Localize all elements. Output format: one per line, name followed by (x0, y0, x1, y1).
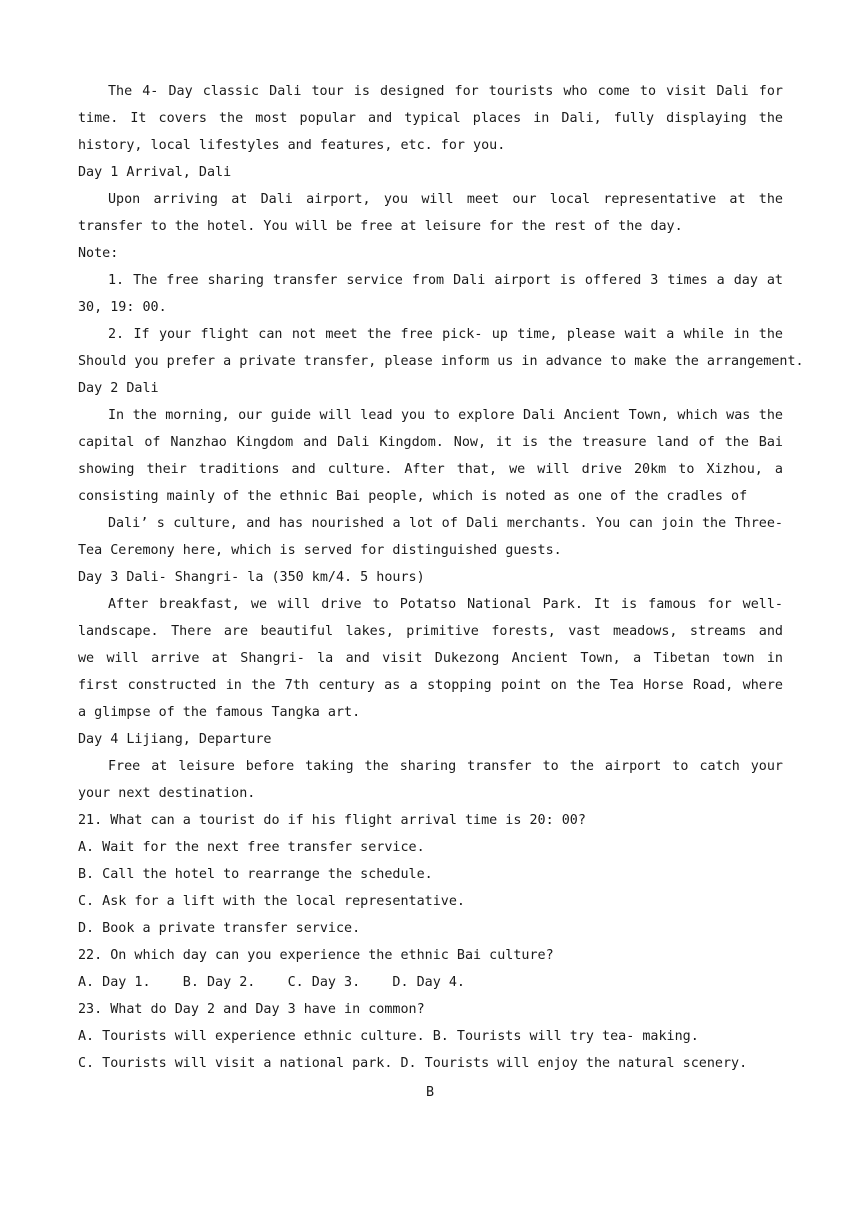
note-item1-line-1: 1. The free sharing transfer service from Dali airport is offered 3 times a day at (108, 273, 783, 288)
day2-line-1: In the morning, our guide will lead you to explore Dali Ancient Town, which was the (108, 408, 783, 423)
day4-heading: Day 4 Lijiang, Departure (78, 732, 272, 747)
question-23-options-cd: C. Tourists will visit a national park. D. Tourists will enjoy the natural scenery. (78, 1056, 748, 1071)
intro-line-1: The 4- Day classic Dali tour is designed for tourists who come to visit Dali for (108, 84, 783, 99)
intro-line-3: history, local lifestyles and features, etc. for you. (78, 138, 506, 153)
day3-line-3: we will arrive at Shangri- la and visit Dukezong Ancient Town, a Tibetan town in (78, 651, 783, 666)
day3-line-1: After breakfast, we will drive to Potatso National Park. It is famous for well- (108, 597, 783, 612)
day3-line-5: a glimpse of the famous Tangka art. (78, 705, 361, 720)
question-23-stem: 23. What do Day 2 and Day 3 have in common? (78, 1002, 425, 1017)
day1-heading: Day 1 Arrival, Dali (78, 165, 232, 180)
section-letter: B (425, 1085, 435, 1100)
day2-line-3: showing their traditions and culture. After that, we will drive 20km to Xizhou, a (78, 462, 783, 477)
day2-heading: Day 2 Dali (78, 381, 159, 396)
day1-line-2: transfer to the hotel. You will be free at leisure for the rest of the day. (78, 219, 683, 234)
day2-line-2: capital of Nanzhao Kingdom and Dali Kingdom. Now, it is the treasure land of the Bai (78, 435, 783, 450)
day3-heading: Day 3 Dali- Shangri- la (350 km/4. 5 hours) (78, 570, 425, 585)
question-21-option-d: D. Book a private transfer service. (78, 921, 361, 936)
question-21-option-b: B. Call the hotel to rearrange the schedule. (78, 867, 433, 882)
question-21-option-a: A. Wait for the next free transfer service. (78, 840, 425, 855)
day2-line-5: Dali’ s culture, and has nourished a lot of Dali merchants. You can join the Three- (108, 516, 783, 531)
day3-line-4: first constructed in the 7th century as a stopping point on the Tea Horse Road, where (78, 678, 783, 693)
document-page (78, 78, 804, 1077)
question-22-stem: 22. On which day can you experience the ethnic Bai culture? (78, 948, 554, 963)
note-heading: Note: (78, 246, 119, 261)
note-item2-line-1: 2. If your flight can not meet the free pick- up time, please wait a while in the (108, 327, 783, 342)
day4-line-1: Free at leisure before taking the sharing transfer to the airport to catch your (108, 759, 783, 774)
day3-line-2: landscape. There are beautiful lakes, primitive forests, vast meadows, streams and (78, 624, 783, 639)
question-21-option-c: C. Ask for a lift with the local representative. (78, 894, 465, 909)
day2-line-6: Tea Ceremony here, which is served for distinguished guests. (78, 543, 562, 558)
day2-line-4: consisting mainly of the ethnic Bai people, which is noted as one of the cradles of (78, 489, 748, 504)
question-22-options: A. Day 1. B. Day 2. C. Day 3. D. Day 4. (78, 975, 465, 990)
question-21-stem: 21. What can a tourist do if his flight arrival time is 20: 00? (78, 813, 586, 828)
question-23-options-ab: A. Tourists will experience ethnic culture. B. Tourists will try tea- making. (78, 1029, 699, 1044)
day1-line-1: Upon arriving at Dali airport, you will meet our local representative at the (108, 192, 783, 207)
note-item2-line-2: Should you prefer a private transfer, please inform us in advance to make the arrangement. (78, 354, 804, 369)
intro-line-2: time. It covers the most popular and typical places in Dali, fully displaying the (78, 111, 783, 126)
day4-line-2: your next destination. (78, 786, 256, 801)
note-item1-line-2: 30, 19: 00. (78, 300, 167, 315)
